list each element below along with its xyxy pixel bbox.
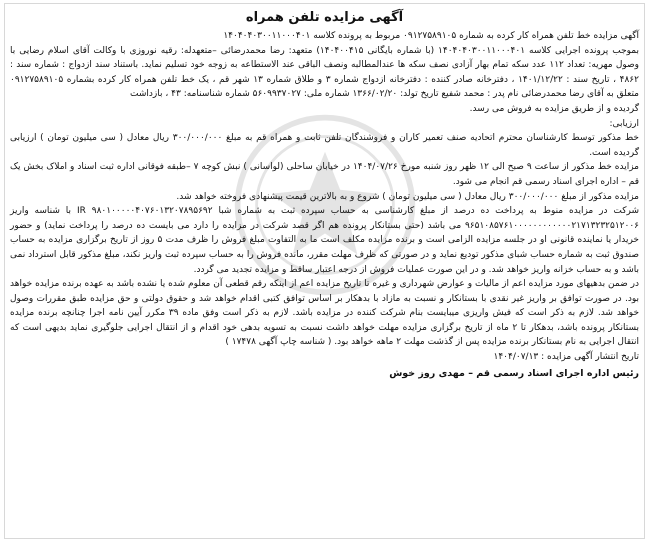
starting-price-paragraph: مزایده مذکور از مبلغ ۳۰۰/۰۰۰/۰۰۰ ریال معادل ( سی میلیون تومان ) شروع و به بالاترین قیمت پیشنهادی فروخته خواهد شد.	[176, 191, 639, 202]
debts-and-conditions-paragraph: در ضمن بدهیهای مورد مزایده اعم از مالیات و عوارض شهرداری و غیره تا تاریخ مزایده اعم از اینکه رقم قطعی آن معلوم شده یا نشده باشد به عهده برنده مزایده خواهد بود. در صورت توافق بر واریز غیر نقدی با بستانکار و نسبت به مازاد با بدهکار بر اساس توافق کتبی اقدام خواهد شد و حقوق دولتی و حق مزایده طبق مقررات وصول خواهد شد. لازم به ذکر است که فیش واریزی میبایست بنام شرکت کننده در مزایده باشد. لازم به ذکر است وفق ماده ۳۹ مکرر آیین نامه اجرا چنانچه برنده مزایده بستانکار پرونده باشد، بدهکار تا ۲ ماه از تاریخ برگزاری مزایده مهلت خواهد داشت نسبت به تسویه بدهی خود اقدام و از انتقال اجرایی جلوگیری نماید بدیهی است که انتقال اجرایی به نام بستانکار برنده مزایده پس از گذشت مهلت ۲ ماهه خواهد بود. ( شناسه چاپ آگهی ۱۷۴۷۸ )	[10, 279, 640, 348]
appraisal-heading: ارزیابی:	[609, 118, 639, 129]
notice-subject: آگهی مزایده خط تلفن همراه کار کرده به شماره ۰۹۱۲۷۵۸۹۱۰۵ مربوط به پرونده کلاسه ۱۴۰۴۰۴۰۳۰۰۱۱۰۰۰۴۰۱	[223, 31, 639, 41]
publication-date: تاریخ انتشار آگهی مزایده : ۱۴۰۴/۰۷/۱۳	[493, 352, 639, 363]
auction-time-place-paragraph: مزایده خط مذکور از ساعت ۹ صبح الی ۱۲ ظهر روز شنبه مورخ ۱۴۰۴/۰۷/۲۶ در خیابان ساحلی (لواسانی ) نبش کوچه ۷ –طبقه فوقانی اداره ثبت اسناد و املاک بخش یک قم – اداره اجرای اسناد رسمی قم انجام می شود.	[10, 162, 640, 187]
seizure-statement: گردیده و از طریق مزایده به فروش می رسد.	[469, 103, 639, 114]
appraisal-paragraph: خط مذکور توسط کارشناسان محترم اتحادیه صنف تعمیر کاران و فروشندگان تلفن ثابت و همراه قم به مبلغ ۳۰۰/۰۰۰/۰۰۰ ریال معادل ( سی میلیون تومان ) ارزیابی گردیده است.	[10, 133, 639, 158]
notice-body	[10, 29, 639, 365]
signature-line: رئیس اداره اجرای اسناد رسمی قم – مهدی روز خوش	[389, 367, 639, 379]
participation-terms-paragraph: شرکت در مزایده منوط به پرداخت ده درصد از مبلغ کارشناسی به حساب سپرده ثبت به شماره شبا IR ۹۸۰۱۰۰۰۰۰۴۰۷۶۰۱۳۲۰۷۸۹۵۶۹۲ با شناسه واریز ۹۶۵۱۰۸۵۷۶۱۰۰۰۰۰۰۰۰۰۰۰۰۲۱۷۱۳۲۳۲۵۱۲۰۰۶ می باشد (حتی بستانکار پرونده هم اگر قصد شرکت در مزایده را دارد می بایست ده درصد را پرداخت نماید) و حضور خریدار یا نماینده قانونی او در جلسه مزایده الزامی است و برنده مزایده مکلف است ما به التفاوت مبلغ فروش را ظرف مدت ۵ روز از تاریخ برگزاری مزایده به حساب صندوق ثبت به شماره حساب شبای مذکور تودیع نماید و در صورتی که ظرف مهلت مقرر، مانده فروش را به حساب سپرده ثبت واریز نکند، مبلغ مذکور قابل استرداد نمی باشد و به حساب خزانه واریز خواهد شد. و در این صورت عملیات فروش از درجه اعتبار ساقط و مزایده تجدید می گردد.	[10, 206, 639, 275]
case-details-paragraph: بموجب پرونده اجرایی کلاسه ۱۴۰۴۰۴۰۳۰۰۱۱۰۰۰۴۰۱ (با شماره بایگانی ۱۴۰۴۰۰۴۱۵) متعهد: رضا محمدرضائی –متعهدله: رقیه نوروزی با وکالت آقای اسلام رضایی با وصول مهریه: تعداد ۱۱۲ عدد سکه تمام بهار آزادی نصف سکه ها عندالمطالبه ونصف الباقی عند الاستطاعه به زوجه خود تسلیم نماید. باستناد سند ازدواج : شماره سند : ۴۸۶۲ ، تاریخ سند : ۱۴۰۱/۱۲/۲۲ ، دفترخانه صادر کننده : دفترخانه ازدواج شماره ۳ و طلاق شماره ۱۳ شهر قم ، یک خط تلفن همراه کار کرده بشماره ۰۹۱۲۷۵۸۹۱۰۵ متعلق به آقای رضا محمدرضائی نام پدر : محمد شفیع تاریخ تولد: ۱۳۶۶/۰۲/۲۰ شماره ملی: ۵۶۰۹۹۳۷۰۲۷ شماره شناسنامه: ۴۳ ، بازداشت	[10, 45, 639, 100]
notice-title: آگهی مزایده تلفن همراه	[245, 10, 404, 25]
